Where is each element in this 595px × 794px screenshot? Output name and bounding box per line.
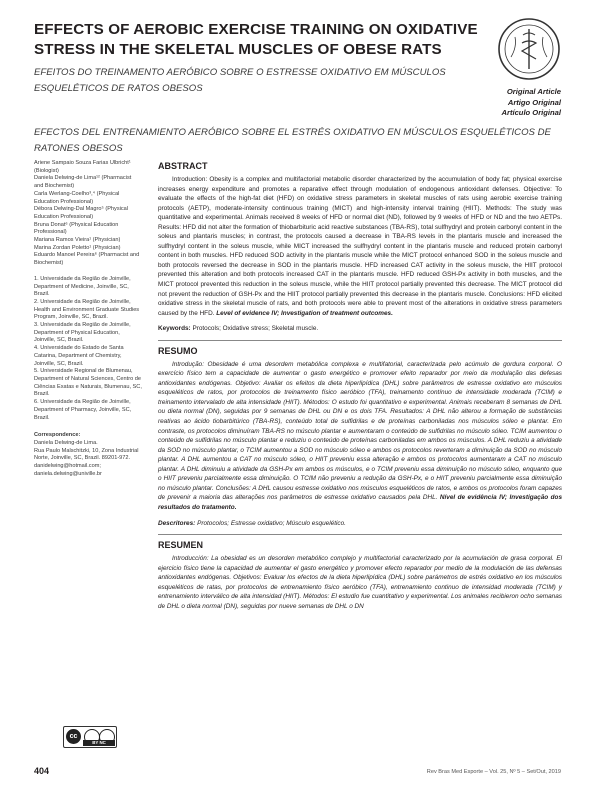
descritores-text: Protocolos; Estresse oxidativo; Músculo esquelético. [197, 519, 346, 527]
resumo-body [158, 360, 562, 513]
resumo-heading: RESUMO [158, 345, 198, 356]
article-title: EFFECTS OF AEROBIC EXERCISE TRAINING ON OXIDATIVE STRESS IN THE SKELETAL MUSCLES OF OBESE RATS [34, 21, 478, 58]
author-entry: Bruna Donat⁶ (Physical Education Professional) [34, 221, 119, 236]
keywords-text: Protocols; Oxidative stress; Skeletal muscle. [192, 325, 319, 333]
descritores-label: Descritores: [158, 519, 196, 527]
divider [158, 534, 562, 535]
resumen-heading: RESUMEN [158, 540, 204, 551]
author-entry: Carla Werlang-Coelho³,⁴ (Physical Education Professional) [34, 190, 120, 205]
author-sidebar [34, 160, 142, 478]
correspondence-line: Daniela Delwing-de Lima. [34, 439, 98, 446]
article-type-en: Original Article [506, 87, 561, 96]
correspondence-email[interactable]: danidelwing@hotmail.com; [34, 463, 101, 470]
journal-seal-icon [497, 17, 561, 81]
article-type-es: Artículo Original [501, 108, 561, 117]
affiliation-entry: 2. Universidade da Região de Joinville, Health and Environment Graduate Studies Program, Joinville, SC, Brazil. [34, 298, 140, 321]
affiliation-entry: 5. Universidade Regional de Blumenau, Department of Natural Sciences, Centro de Ciências Exatas e Naturais, Blumenau, SC, Brazil. [34, 368, 142, 398]
page-number: 404 [34, 766, 50, 776]
author-entry: Marina Zordan Poletto¹ (Physician) [34, 244, 121, 251]
resumo-level: Nível de evidência IV; Investigação dos resultados do tratamento. [158, 494, 562, 511]
affiliation-entry: 1. Universidade da Região de Joinville, Department of Medicine, Joinville, SC, Brazil. [34, 275, 131, 298]
author-entry: Eduardo Manoel Pereira⁶ (Pharmacist and Biochemist) [34, 252, 140, 267]
correspondence-line: Rua Paulo Malschitzki, 10, Zona Industrial Norte, Joinville, SC, Brazil. 89201-972. [34, 447, 139, 462]
affiliation-entry: 4. Universidade do Estado de Santa Catarina, Department of Chemistry, Joinville, SC, Brazil. [34, 345, 124, 367]
cc-icon: cc [66, 729, 81, 744]
descritores-line [158, 519, 562, 529]
abstract-level: Level of evidence IV; Investigation of treatment outcomes. [216, 309, 393, 317]
footer-citation: Rev Bras Med Esporte – Vol. 25, Nº 5 – Set/Out, 2019 [426, 769, 561, 775]
keywords-line [158, 324, 562, 334]
license-nc: NC [99, 740, 106, 745]
license-by: BY [92, 740, 99, 745]
article-type-pt: Artigo Original [507, 97, 561, 107]
abstract-text: Introduction: Obesity is a complex and multifactorial metabolic disorder characterized by the accumulation of body fat; physical exercise increases energy expenditure and promotes a reparative effect through modulation of endogenous antioxidant defenses. Objective: To evaluate the effects of the high-fat diet (HFD) on oxidative stress parameters in skeletal muscles of rats using aerobic exercise training protocols (AETP), moderate-intensity continuous training (MICT) and high-intensity interval training (HIIT). Methods: The study was quantitative and experimental. Animals received 8 weeks of HFD or normal diet (ND), followed by 9 weeks of HFD or ND and the two AETPs. Results: HFD did not alter the formation of thiobarbituric acid reactive substances (TBA-RS), total sulfhydryl and protein carbonyl content in the soleus and plantaris muscles; in contrast, the protocols caused a decrease in TBA-RS levels in the plantaris muscle and increased the sulfhydryl content in the soleus muscle, while MICT increased the sulfhydryl content in the plantaris muscle and reduced protein carbonyl content in both muscles. HFD reduced SOD activity in the plantaris muscle while the MICT protocol enhanced SOD in the soleus muscle and both protocols reversed the decrease in SOD in the plantaris muscle. HFD increased CAT activity in the soleus muscle, the HIIT protocol prevented this alteration and both protocols increased CAT in the plantaris muscle. HFD reduced GSH-Px activity in both muscles, and the MICT protocol prevented this reduction in the soleus muscle, while the HIIT protocol partially prevented this decrease. The MICT protocol did not prevent the reduction of GSH-Px and the HIIT protocol partially prevented this decrease in the plantaris muscle. Conclusions: HFD elicited oxidative stress in the skeletal muscle of rats, and both protocols were able to prevent most of the alterations in oxidative stress parameters caused by the HFD. [158, 176, 562, 317]
creative-commons-badge[interactable] [63, 726, 117, 748]
main-column [158, 160, 562, 611]
abstract-heading: ABSTRACT [158, 161, 208, 171]
keywords-label: Keywords: [158, 325, 191, 333]
author-entry: Daniela Delwing-de Lima¹² (Pharmacist and Biochemist) [34, 175, 132, 190]
article-type-block [502, 87, 562, 119]
subtitle-portuguese: EFEITOS DO TREINAMENTO AERÓBICO SOBRE O ESTRESSE OXIDATIVO EM MÚSCULOS ESQUELÉTICOS DE RATOS OBESOS [34, 67, 446, 94]
subtitle-spanish: EFECTOS DEL ENTRENAMIENTO AERÓBICO SOBRE EL ESTRÉS OXIDATIVO EN MÚSCULOS ESQUELÉTICOS DE RATONES OBESOS [34, 127, 551, 154]
abstract-body [158, 175, 562, 318]
license-label [83, 740, 115, 746]
divider [158, 340, 562, 341]
resumo-text: Introdução: Obesidade é uma desordem metabólica complexa e multifatorial, caracterizada pelo acúmulo de gordura corporal. O exercício físico tem a capacidade de aumentar o gasto energético e promover efeito reparador por meio da modulação das defesas antioxidantes endógenas. Objetivo: Avaliar os efeitos da dieta hiperlipídica (DHL) sobre parâmetros de estresse oxidativo em músculos esqueléticos de ratos, por protocolos de treinamento físico aeróbico (TFA), treinamento contínuo de intensidade moderada (TCIM) e treinamento intervalado de alta intensidade (HIIT). Métodos: O estudo foi quantitativo e experimental. Animais receberam 8 semanas de DHL ou dieta normal (DN), seguidas por 9 semanas de DHL ou DN e os dois TFA. Resultados: A DHL não alterou a formação de substâncias reativas ao ácido tiobarbitúrico (TBA-RS), conteúdo total de sulfidrilas e de proteínas carboniladas nos músculos sóleo e plantar. Em contraste, os protocolos diminuíram TBA-RS no músculo plantar e aumentaram o conteúdo de sulfidrilas no músculo sóleo. TCIM aumentou o conteúdo de sulfidrilas no músculo plantar e reduziu o conteúdo de proteínas carboniladas em ambos os músculos. A DHL reduziu a atividade da SOD no músculo plantar, o TCIM aumentou a SOD no músculo sóleo e ambos os protocolos reverteram a diminuição da SOD no músculo plantar. A DHL aumentou a CAT no músculo sóleo, o HIIT preveniu essa alteração e ambos os protocolos aumentaram a CAT no músculo plantar. A DHL diminuiu a atividade da GSH-Px em ambos os músculos, e o TCIM preveniu essa diminuição no músculo sóleo, enquanto que o HIIT preveniu parcialmente essa diminuição. O TCIM não preveniu a redução da GSH-Px, e o HIIT preveniu parcialmente essa diminuição no músculo plantar. Conclusões: A DHL causou estresse oxidativo nos músculos esqueléticos de ratos, e ambos os protocolos foram capazes de prevenir a maioria das alterações nos parâmetros de estresse oxidativo causados pela DHL. [158, 360, 562, 502]
resumen-body: Introducción: La obesidad es un desorden metabólico complejo y multifactorial caracterizado por la acumulación de grasa corporal. El ejercicio físico tiene la capacidad de aumentar el gasto energético y promover efecto reparador por medio de la modulación de las defensas antioxidantes endógenas. Objetivos: Evaluar los efectos de la dieta hiperlipídica (DHL) sobre parámetros de estrés oxidativo en los músculos esqueléticos de ratas, por protocolos de entrenamiento físico aeróbico (TFA), entrenamiento continuo de intensidad moderada (TCIM) y entrenamiento interválico de alta intensidad (HIIT). Métodos: El estudio fue cuantitativo y experimental. Los animales recibieron ocho semanas de DHL o dieta normal (DN), seguidas por nueve semanas de DHL o DN [158, 555, 562, 610]
author-entry: Ariene Sampaio Souza Farias Ulbricht¹ (Biologist) [34, 160, 131, 174]
correspondence-heading: Correspondence: [34, 432, 81, 439]
affiliation-entry: 3. Universidade da Região de Joinville, Department of Physical Education, Joinville, SC, Brazil. [34, 322, 131, 344]
author-entry: Débora Delwing-Dal Magro⁵ (Physical Education Professional) [34, 206, 129, 220]
author-entry: Mariana Ramos Vieira¹ (Physician) [34, 237, 121, 244]
affiliation-entry: 6. Universidade da Região de Joinville, Department of Pharmacy, Joinville, SC, Brazil. [34, 399, 132, 421]
correspondence-email[interactable]: daniela.delwing@univille.br [34, 470, 102, 477]
